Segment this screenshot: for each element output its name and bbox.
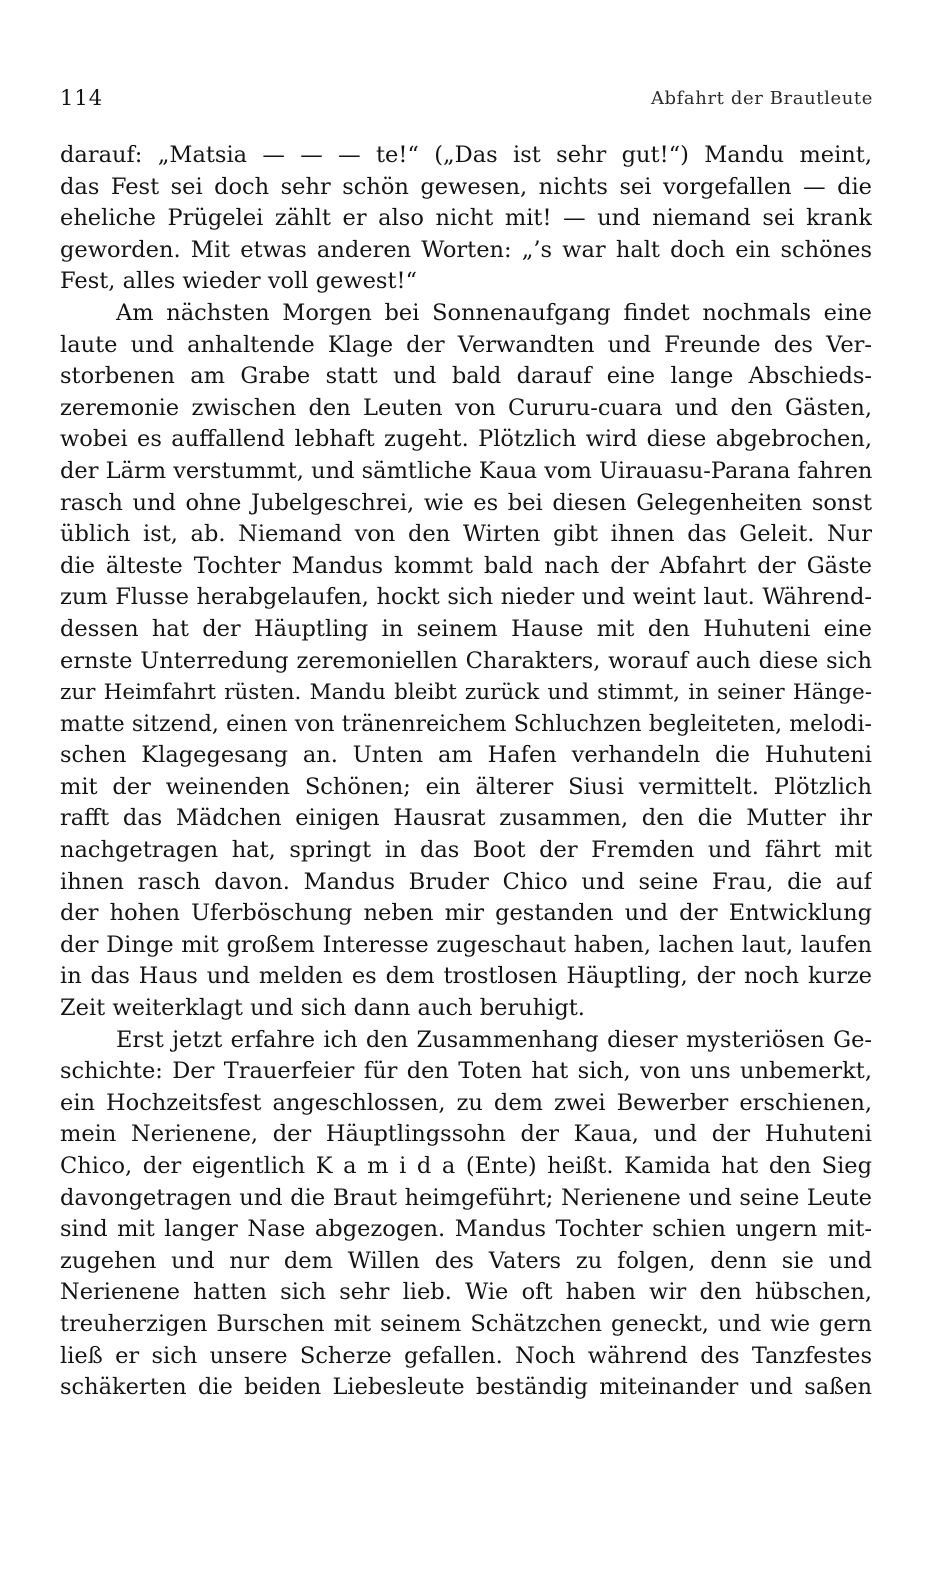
text-line: der hohen Uferböschung neben mir gestanden und der Entwicklung	[60, 900, 872, 927]
body-text	[60, 140, 872, 1404]
text-line: davongetragen und die Braut heimgeführt; Nerienene und seine Leute	[60, 1184, 872, 1211]
text-line: geworden. Mit etwas anderen Worten: „’s war halt doch ein schönes	[60, 236, 872, 263]
text-line: Erst jetzt erfahre ich den Zusammenhang dieser mysteriösen Ge-	[116, 1026, 872, 1053]
text-line: der Lärm verstummt, und sämtliche Kaua vom Uirauasu-Parana fahren	[60, 457, 872, 484]
text-line: ließ er sich unsere Scherze gefallen. Noch während des Tanzfestes	[60, 1342, 872, 1369]
text-line: laute und anhaltende Klage der Verwandten und Freunde des Ver-	[60, 331, 872, 358]
text-line: mein Nerienene, der Häuptlingssohn der Kaua, und der Huhuteni	[60, 1121, 872, 1148]
text-line: Am nächsten Morgen bei Sonnenaufgang findet nochmals eine	[116, 299, 872, 326]
text-line: der Dinge mit großem Interesse zugeschaut haben, lachen laut, laufen	[60, 931, 872, 958]
text-line: treuherzigen Burschen mit seinem Schätzchen geneckt, und wie gern	[60, 1310, 872, 1337]
text-line: zum Flusse herabgelaufen, hockt sich nieder und weint laut. Während-	[60, 584, 872, 611]
text-line: rafft das Mädchen einigen Hausrat zusammen, den die Mutter ihr	[60, 805, 872, 832]
text-line: eheliche Prügelei zählt er also nicht mit! — und niemand sei krank	[60, 205, 872, 232]
text-line: das Fest sei doch sehr schön gewesen, nichts sei vorgefallen — die	[60, 173, 872, 200]
text-line: mit der weinenden Schönen; ein älterer Siusi vermittelt. Plötzlich	[60, 773, 872, 800]
text-line: üblich ist, ab. Niemand von den Wirten gibt ihnen das Geleit. Nur	[60, 521, 872, 548]
text-line: ein Hochzeitsfest angeschlossen, zu dem zwei Bewerber erschienen,	[60, 1089, 872, 1116]
text-line: darauf: „Matsia — — — te!“ („Das ist sehr gut!“) Mandu meint,	[60, 142, 872, 168]
text-line: zur Heimfahrt rüsten. Mandu bleibt zurück und stimmt, in seiner Hänge-	[60, 680, 872, 706]
running-title: Abfahrt der Brautleute	[650, 88, 873, 109]
text-line: in das Haus und melden es dem trostlosen Häuptling, der noch kurze	[60, 963, 872, 990]
text-line: Zeit weiterklagt und sich dann auch beruhigt.	[60, 995, 585, 1022]
text-line: zugehen und nur dem Willen des Vaters zu folgen, denn sie und	[60, 1247, 872, 1274]
text-line: nachgetragen hat, springt in das Boot der Fremden und fährt mit	[60, 837, 872, 864]
text-line: schäkerten die beiden Liebesleute beständig miteinander und saßen	[60, 1374, 872, 1401]
text-line: die älteste Tochter Mandus kommt bald nach der Abfahrt der Gäste	[60, 552, 872, 579]
text-line: Fest, alles wieder voll gewest!“	[60, 268, 418, 295]
text-line: Chico, der eigentlich K a m i d a (Ente) heißt. Kamida hat den Sieg	[60, 1153, 872, 1179]
text-line: Nerienene hatten sich sehr lieb. Wie oft haben wir den hübschen,	[60, 1279, 872, 1306]
text-line: matte sitzend, einen von tränenreichem Schluchzen begleiteten, melodi-	[60, 711, 872, 737]
text-line: dessen hat der Häuptling in seinem Hause mit den Huhuteni eine	[60, 615, 872, 642]
text-line: ernste Unterredung zeremoniellen Charakters, worauf auch diese sich	[60, 647, 872, 674]
text-line: rasch und ohne Jubelgeschrei, wie es bei diesen Gelegenheiten sonst	[60, 489, 872, 516]
text-line: sind mit langer Nase abgezogen. Mandus Tochter schien ungern mit-	[60, 1216, 872, 1243]
text-line: wobei es auffallend lebhaft zugeht. Plötzlich wird diese abgebrochen,	[60, 426, 872, 453]
text-line: zeremonie zwischen den Leuten von Cururu-cuara und den Gästen,	[60, 394, 872, 421]
page-number: 114	[60, 86, 104, 110]
text-line: ihnen rasch davon. Mandus Bruder Chico und seine Frau, die auf	[60, 868, 872, 895]
text-line: schichte: Der Trauerfeier für den Toten hat sich, von uns unbemerkt,	[60, 1058, 872, 1085]
text-line: storbenen am Grabe statt und bald darauf eine lange Abschieds-	[60, 363, 872, 390]
text-line: schen Klagegesang an. Unten am Hafen verhandeln die Huhuteni	[60, 742, 872, 769]
